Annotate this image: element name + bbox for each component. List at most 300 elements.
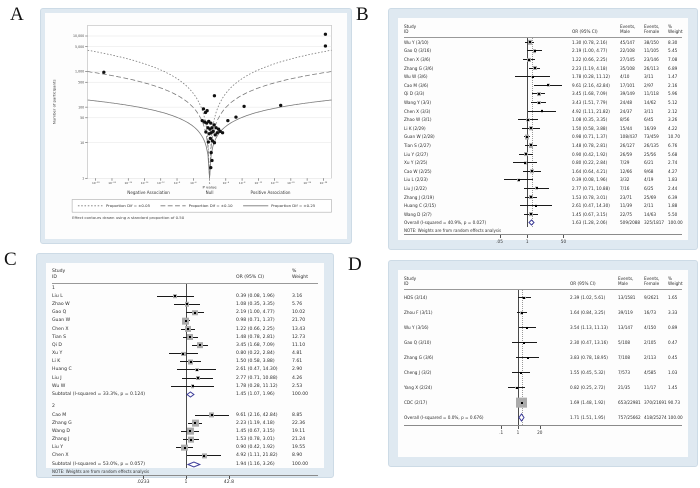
cell-weight: 0.45 [668, 355, 678, 361]
point-estimate-marker [182, 353, 184, 355]
cell-female: 2/11 [644, 203, 654, 209]
x-tick-label: 10⁻⁴ [222, 181, 230, 186]
cell-or: 1.45 (0.67, 3.15) [572, 211, 608, 217]
y-tick-label: 10 [80, 140, 85, 145]
study-data-point [204, 130, 207, 133]
study-id: Zhang G [52, 420, 72, 426]
cell-or: 0.82 (0.25, 2.72) [570, 385, 606, 391]
forest-row [404, 395, 682, 410]
cell-weight: 100.00 [668, 415, 683, 421]
forest-header [404, 275, 682, 289]
ci-plot-cell [492, 395, 570, 410]
column-header-study-id [52, 269, 136, 280]
forest-header [404, 23, 682, 37]
cell-weight: 5.12 [668, 100, 678, 106]
cell-or: 3.83 (0.78, 18.95) [570, 355, 608, 361]
cell-or: 1.64 (0.84, 3.25) [570, 310, 606, 316]
cell-or: 2.19 (1.00, 4.77) [572, 48, 608, 54]
ci-plot-cell [492, 350, 570, 365]
forest-row [52, 317, 318, 325]
cell-weight: 2.53 [292, 383, 303, 389]
x-tick-label: 10⁻¹⁶ [270, 181, 279, 186]
header-line: Weight [292, 274, 309, 280]
panel-d-forest-plot-mortality [388, 260, 698, 467]
point-estimate-marker [523, 297, 525, 299]
cell-weight: 0.89 [668, 325, 678, 331]
x-tick-label: 10⁻¹² [157, 181, 165, 186]
study-id: Liu Y [52, 445, 64, 451]
forest-row [52, 366, 318, 374]
ci-plot-cell [492, 320, 570, 335]
cell-female: 25/69 [644, 194, 657, 200]
study-id: Subtotal (I-squared = 33.3%, p = 0.124) [52, 392, 145, 398]
header-line: ID [404, 281, 409, 287]
study-data-point [242, 105, 245, 108]
random-effects-note: NOTE: Weights are from random effects analysis [404, 228, 502, 234]
cell-or: 1.50 (0.58, 3.88) [572, 125, 608, 131]
x-tick-label: 10⁻⁴ [190, 181, 197, 186]
cell-or: 2.61 (0.47, 14.30) [572, 203, 610, 209]
ci-plot-cell [136, 284, 236, 292]
ci-plot-cell [490, 64, 572, 73]
cell-weight: 1.88 [668, 203, 678, 209]
header-line: Female [644, 29, 660, 35]
header-line: Events, [618, 276, 634, 281]
panel-b-letter: B [356, 4, 369, 25]
cell-weight: 10.70 [668, 134, 680, 140]
study-id: Zhang J [52, 437, 70, 443]
cell-female: 11/118 [644, 91, 659, 97]
axis-tick [527, 235, 528, 238]
cell-weight: 5.50 [668, 211, 678, 217]
point-estimate-marker [189, 430, 191, 432]
header-line: Study [52, 269, 66, 274]
forest-rows [52, 283, 318, 468]
y-tick-label: 1 [82, 176, 85, 181]
cell-or: 0.39 (0.08, 1.96) [236, 293, 275, 299]
forest-rows [404, 37, 682, 227]
cell-female: 6/25 [644, 185, 654, 191]
cell-or: 1.71 (1.51, 1.95) [570, 415, 606, 421]
forest-row [52, 390, 318, 398]
forest-row [404, 210, 682, 219]
cell-or: 2.30 (0.47, 13.16) [570, 340, 608, 346]
ci-plot-cell [490, 210, 572, 219]
study-id: Chen X (3/3) [404, 108, 431, 114]
ci-plot-cell [490, 176, 572, 185]
cell-or: 0.39 (0.08, 1.96) [572, 177, 608, 183]
cell-or: 1.53 (0.78, 3.01) [236, 437, 275, 443]
study-id: Liu J (2/22) [404, 185, 427, 191]
point-estimate-marker [525, 153, 527, 155]
ci-plot-cell [136, 452, 236, 460]
header-line: Events, [620, 24, 636, 29]
point-estimate-marker [199, 344, 201, 346]
axis-tick-label: 50 [560, 239, 567, 245]
ci-plot-cell [490, 81, 572, 90]
cell-or: 1.30 (0.78, 2.16) [572, 39, 608, 45]
forest-row [52, 382, 318, 390]
ci-plot-cell [136, 350, 236, 358]
cell-or: 4.92 (1.11, 21.82) [572, 108, 610, 114]
cell-weight: 12.73 [292, 334, 306, 340]
ci-plot-cell [490, 158, 572, 167]
ci-plot-cell [490, 201, 572, 210]
ci-plot-cell [136, 366, 236, 374]
cell-male: 7/108 [618, 355, 631, 361]
cell-or: 9.61 (2.16, 42.84) [236, 412, 278, 418]
study-data-point [234, 115, 237, 118]
x-axis [52, 475, 318, 488]
header-line: ID [404, 29, 409, 35]
legend-label: Proportion Dif = ±0.05 [105, 203, 151, 209]
study-id: Chen X [52, 453, 69, 459]
cell-female: 14/62 [644, 100, 657, 106]
cell-male: 108/437 [620, 134, 638, 140]
axis-tick-label: .1 [499, 430, 504, 436]
forest-row [404, 124, 682, 133]
cell-weight: 2.12 [668, 108, 678, 114]
cell-female: 2/113 [644, 355, 657, 361]
point-estimate-marker [534, 67, 536, 69]
column-header-study-id [404, 24, 490, 34]
cell-weight: 1.03 [668, 370, 678, 376]
cell-female: 16/39 [644, 125, 657, 131]
forest-row [404, 150, 682, 159]
cell-weight: 13.43 [292, 326, 306, 332]
forest-row [52, 341, 318, 349]
ci-plot-cell [492, 335, 570, 350]
study-id: Wang Y (3/3) [404, 100, 431, 106]
header-line: Male [618, 281, 628, 287]
ci-plot-cell [136, 358, 236, 366]
cell-female: 9/68 [644, 168, 654, 174]
forest-row [404, 72, 682, 81]
cell-or: 3.54 (1.13, 11.13) [570, 325, 608, 331]
ci-plot-cell [136, 317, 236, 325]
x-tick-label: 10⁻⁸ [238, 181, 246, 186]
cell-female: 3/11 [644, 74, 654, 80]
group-label-row [52, 284, 318, 292]
axis-tick [518, 426, 519, 429]
forest-plot-d [398, 270, 688, 457]
x-axis [404, 425, 682, 438]
ci-plot-cell [490, 98, 572, 107]
cell-female: 11/17 [644, 385, 657, 391]
random-effects-note: NOTE: Weights are from random effects analysis [52, 469, 150, 475]
cell-male: 35/108 [620, 65, 635, 71]
cell-weight: 5.45 [668, 48, 678, 54]
study-id: Guan W (2/28) [404, 134, 435, 140]
study-id: Gao Q (3/10) [404, 340, 432, 346]
ci-plot-cell [136, 382, 236, 390]
header-line: Female [644, 281, 660, 287]
forest-row [52, 292, 318, 300]
study-data-point [205, 109, 208, 112]
study-data-point [209, 121, 212, 124]
forest-row [52, 333, 318, 341]
cell-weight: 3.26 [668, 117, 678, 123]
study-id: Wu W (3/6) [404, 74, 428, 80]
x-tick-label: 10⁻²⁸ [319, 181, 328, 186]
ci-plot-cell [136, 309, 236, 317]
study-id: Zhang J (2/19) [404, 194, 434, 200]
study-id: Zhao W [52, 301, 70, 307]
cell-female: 2/97 [644, 82, 654, 88]
forest-row [52, 374, 318, 382]
header-line: Weight [668, 281, 683, 287]
ci-plot-cell [136, 444, 236, 452]
point-estimate-marker [184, 447, 186, 449]
ci-plot-cell [136, 419, 236, 427]
cell-male: 26/127 [620, 142, 635, 148]
ci-plot-cell [136, 411, 236, 419]
cell-or: 1.78 (0.28, 11.12) [236, 383, 278, 389]
study-id: Yang X (2/24) [404, 385, 433, 391]
forest-row [404, 184, 682, 193]
cell-weight: 1.65 [668, 295, 678, 301]
cell-male: 653/22981 [618, 400, 641, 406]
axis-tick-label: .05 [496, 239, 503, 245]
axis-tick [563, 235, 564, 238]
study-id: Cheng J (3/2) [404, 370, 432, 376]
cell-male: 12/66 [620, 168, 633, 174]
cell-weight: 2.44 [668, 185, 678, 191]
forest-row [52, 427, 318, 435]
ci-plot-cell [490, 141, 572, 150]
cell-weight: 6.39 [668, 194, 678, 200]
pooled-estimate-diamond [188, 462, 200, 467]
cell-or: 2.23 (1.19, 4.18) [236, 420, 275, 426]
column-header-female [644, 24, 668, 34]
forest-row [404, 305, 682, 320]
study-id: Zhang G (3/6) [404, 355, 434, 361]
cell-or: 3.45 (1.68, 7.09) [572, 91, 608, 97]
cell-weight: 5.76 [292, 301, 303, 307]
cell-female: 26/135 [644, 142, 659, 148]
point-estimate-marker [196, 369, 198, 371]
study-id: Li K [52, 359, 61, 365]
forest-row [404, 176, 682, 185]
study-id: Xu Y [52, 351, 63, 357]
column-header-or [570, 281, 618, 286]
cell-or: 4.92 (1.11, 21.82) [236, 453, 278, 459]
panel-d-letter: D [348, 254, 362, 275]
study-id: Liu J [52, 375, 62, 381]
cell-weight: 5.68 [668, 151, 678, 157]
study-id: Wang D (2/7) [404, 211, 432, 217]
cell-male: 22/75 [620, 211, 633, 217]
study-id: Gao Q (3/16) [404, 48, 432, 54]
forest-row [404, 38, 682, 47]
point-estimate-marker [538, 93, 540, 95]
forest-header [52, 268, 318, 283]
point-estimate-marker [527, 357, 529, 359]
ci-plot-cell [490, 167, 572, 176]
ci-plot-cell [490, 219, 572, 228]
axis-tick-label: 42.8 [223, 480, 235, 486]
point-estimate-marker [536, 187, 538, 189]
point-estimate-marker [203, 455, 205, 457]
ci-plot-cell [136, 403, 236, 411]
cell-weight: 19.11 [292, 428, 306, 434]
point-estimate-marker [185, 320, 187, 322]
cell-male: 27/145 [620, 57, 635, 63]
cell-or: 0.90 (0.42, 1.92) [572, 151, 608, 157]
cell-weight: 21.24 [292, 437, 306, 443]
axis-tick-label: 1 [516, 430, 520, 436]
study-id: Liu L [52, 293, 63, 299]
cell-or: 1.50 (0.58, 3.88) [236, 359, 275, 365]
cell-or: 2.19 (1.00, 4.77) [236, 310, 275, 316]
forest-row [52, 460, 318, 468]
x-axis-title: P value [202, 184, 217, 190]
x-axis [404, 234, 682, 247]
axis-tick-label: 1 [525, 239, 529, 245]
forest-row [404, 201, 682, 210]
forest-row [404, 167, 682, 176]
forest-row [404, 98, 682, 107]
cell-weight: 7.08 [668, 57, 678, 63]
point-estimate-marker [192, 385, 194, 387]
study-data-point [213, 141, 216, 144]
study-id: Chen X [52, 326, 69, 332]
study-id: Chen X (3/6) [404, 57, 431, 63]
cell-weight: 3.16 [292, 293, 303, 299]
x-tick-label: 10⁻²⁰ [287, 181, 295, 186]
forest-row [404, 107, 682, 116]
forest-row [404, 64, 682, 73]
ci-plot-cell [136, 292, 236, 300]
cell-female: 2/105 [644, 340, 657, 346]
point-estimate-marker [530, 127, 532, 129]
cell-female: 73/459 [644, 134, 659, 140]
cell-female: 4/585 [644, 370, 657, 376]
cell-weight: 10.02 [292, 310, 306, 316]
cell-or: 1.08 (0.35, 3.35) [236, 301, 275, 307]
ci-plot-cell [492, 305, 570, 320]
study-id: Qi D [52, 342, 62, 348]
point-estimate-marker [527, 119, 529, 121]
column-header-weight [668, 24, 684, 34]
forest-rows [404, 289, 682, 425]
cell-or: 2.77 (0.71, 10.88) [236, 375, 278, 381]
study-id: Li K (2/29) [404, 125, 426, 131]
cell-weight: 8.30 [668, 39, 678, 45]
point-estimate-marker [526, 327, 528, 329]
x-tick-label: 10⁻²⁴ [108, 181, 116, 186]
study-id: Subtotal (I-squared = 53.0%, p = 0.057) [52, 461, 145, 467]
ci-plot-cell [490, 38, 572, 47]
forest-row [404, 365, 682, 380]
cell-or: 0.98 (0.71, 1.37) [236, 318, 275, 324]
study-data-point [102, 71, 105, 74]
cell-weight: 6.76 [668, 142, 678, 148]
y-tick-label: 50 [80, 115, 85, 120]
forest-row [52, 309, 318, 317]
point-estimate-marker [528, 59, 530, 61]
cell-or: 0.98 (0.71, 1.37) [572, 134, 608, 140]
forest-plot-b [398, 18, 688, 245]
axis-tick [186, 476, 187, 479]
forest-row [404, 290, 682, 305]
point-estimate-marker [190, 361, 192, 363]
cell-male: 39/149 [620, 91, 635, 97]
point-estimate-marker [189, 336, 191, 338]
study-id: Overall (I-squared = 40.9%, p = 0.027) [404, 220, 487, 226]
negative-association-label: Negative Association [127, 190, 170, 196]
null-label: Null [205, 190, 214, 196]
ci-plot-cell [492, 290, 570, 305]
study-id: Huang C [52, 367, 72, 373]
forest-row [404, 81, 682, 90]
forest-row [52, 452, 318, 460]
cell-weight: 7.61 [292, 359, 303, 365]
legend-label: Proportion Dif = ±0.10 [188, 203, 233, 209]
y-tick-label: 500 [78, 80, 85, 85]
y-tick-label: 10,000 [73, 34, 85, 39]
cell-or: 2.61 (0.47, 14.30) [236, 367, 278, 373]
cell-male: 5/108 [618, 340, 631, 346]
cell-female: 6/45 [644, 117, 654, 123]
cell-male: 7/573 [618, 370, 631, 376]
column-header-male [618, 276, 644, 286]
header-line: % [292, 269, 297, 274]
study-id: Cao M [52, 412, 67, 418]
forest-row [52, 300, 318, 308]
cell-weight: 22.36 [292, 420, 306, 426]
cell-weight: 1.45 [668, 385, 678, 391]
cell-or: 1.94 (1.16, 3.26) [236, 461, 275, 467]
cell-weight: 100.00 [292, 461, 309, 467]
cell-female: 14/63 [644, 211, 657, 217]
cell-or: 3.45 (1.68, 7.09) [236, 342, 275, 348]
ci-plot-cell [490, 193, 572, 202]
cell-or: 1.22 (0.66, 2.25) [572, 57, 608, 63]
study-id: Liu Y (2/27) [404, 151, 429, 157]
ci-plot-cell [490, 124, 572, 133]
axis-tick [500, 235, 501, 238]
study-id: Gao Q [52, 310, 67, 316]
cell-or: 1.48 (0.78, 2.81) [236, 334, 275, 340]
column-header-or [572, 29, 620, 34]
cell-or: 1.55 (0.45, 5.32) [570, 370, 606, 376]
column-header-weight [668, 276, 684, 286]
point-estimate-marker [211, 414, 213, 416]
cell-or: 1.45 (0.67, 3.15) [236, 428, 275, 434]
cell-weight: 4.27 [668, 168, 678, 174]
forest-row [404, 55, 682, 64]
forest-row [52, 444, 318, 452]
x-tick-label: 10⁻¹² [254, 181, 263, 186]
ci-plot-cell [136, 300, 236, 308]
legend-label: Proportion Dif = ±0.25 [271, 203, 316, 209]
forest-row [404, 158, 682, 167]
point-estimate-marker [524, 162, 526, 164]
cell-weight: 4.26 [292, 375, 303, 381]
cell-weight: 8.85 [292, 412, 303, 418]
header-line: ID [52, 274, 57, 280]
forest-row [404, 133, 682, 142]
cell-or: 1.48 (0.78, 2.81) [572, 142, 608, 148]
study-id: Zhao W (3/1) [404, 117, 432, 123]
header-line: Weight [668, 29, 683, 35]
study-data-point [221, 131, 224, 134]
cell-weight: 8.90 [292, 453, 303, 459]
study-data-point [213, 94, 216, 97]
cell-male: 757/25662 [618, 415, 641, 421]
study-data-point [207, 132, 210, 135]
